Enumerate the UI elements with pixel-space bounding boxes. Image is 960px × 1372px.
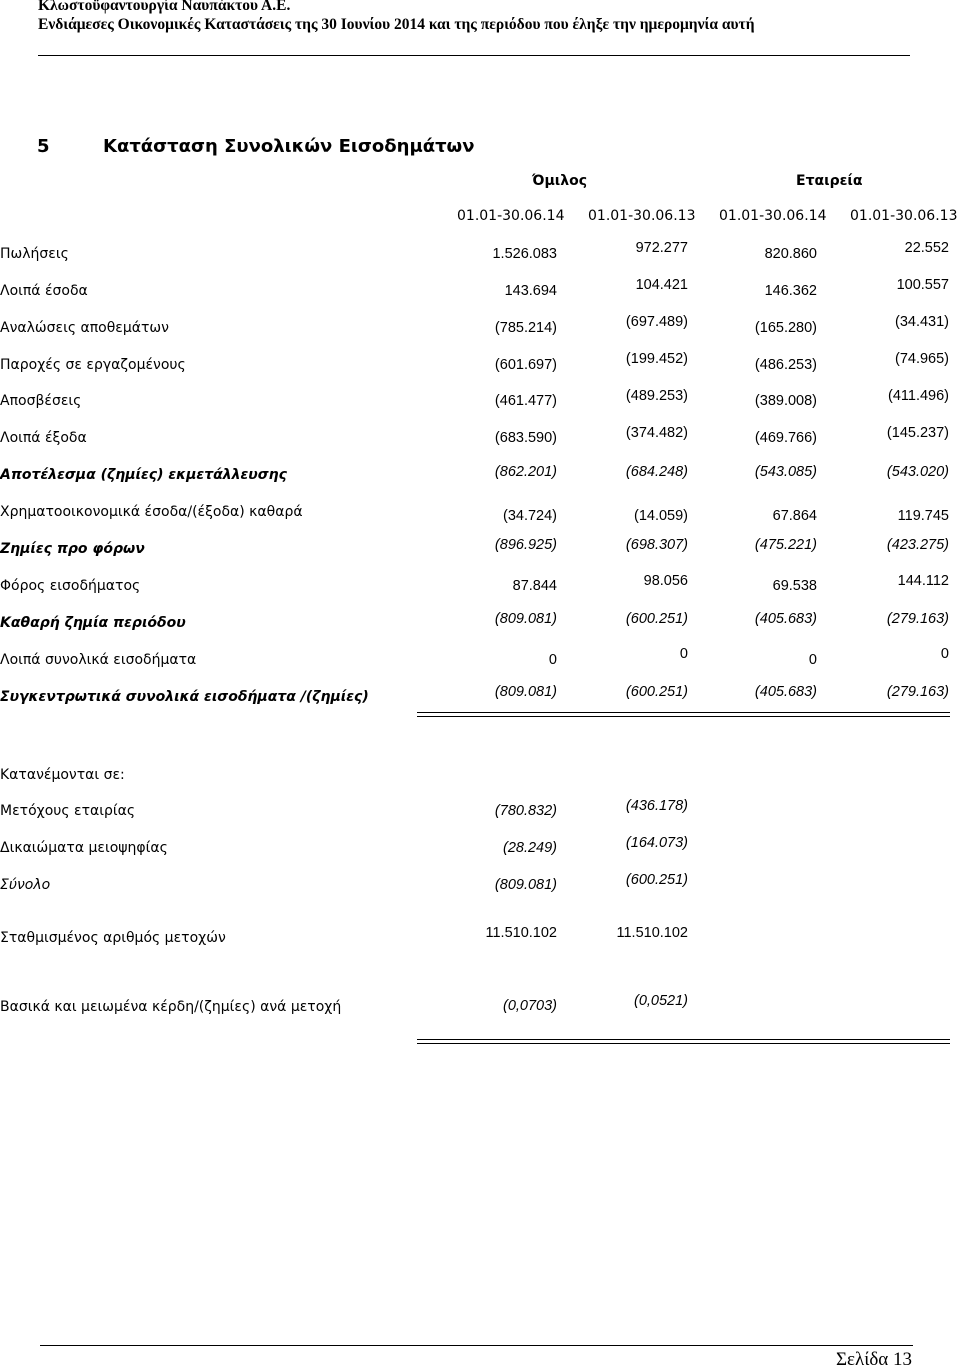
- allocation-value: (780.832): [494, 803, 557, 819]
- group-header: Όμιλος: [532, 173, 588, 189]
- cell-value: (389.008): [754, 393, 817, 409]
- cell-value: (199.452): [625, 351, 688, 367]
- allocation-value: (600.251): [625, 872, 688, 888]
- cell-value: (461.477): [494, 393, 557, 409]
- row-label: Πωλήσεις: [0, 246, 69, 262]
- row-label: Αποσβέσεις: [0, 393, 82, 409]
- row-label: Αποτέλεσμα (ζημίες) εκμετάλλευσης: [0, 467, 287, 483]
- page-number: Σελίδα 13: [835, 1349, 912, 1370]
- company-name: Κλωστοϋφαντουργία Ναυπάκτου Α.Ε.: [38, 0, 291, 14]
- cell-value: 1.526.083: [492, 246, 557, 262]
- cell-value: 69.538: [772, 578, 817, 594]
- cell-value: 0: [679, 646, 688, 662]
- cell-value: 820.860: [764, 246, 817, 262]
- cell-value: (543.085): [754, 464, 817, 480]
- cell-value: (489.253): [625, 388, 688, 404]
- cell-value: 0: [548, 652, 557, 668]
- report-subtitle: Ενδιάμεσες Οικονομικές Καταστάσεις της 30 Ιουνίου 2014 και της περιόδου που έληξε την ημερομηνία αυτή: [38, 16, 755, 33]
- cell-value: (374.482): [625, 425, 688, 441]
- cell-value: (34.724): [502, 508, 557, 524]
- cell-value: 67.864: [772, 508, 817, 524]
- company-header: Εταιρεία: [796, 173, 863, 189]
- period-header: 01.01-30.06.14: [457, 208, 565, 224]
- period-header: 01.01-30.06.13: [588, 208, 696, 224]
- shares-value: 11.510.102: [616, 925, 688, 941]
- cell-value: (601.697): [494, 357, 557, 373]
- cell-value: (165.280): [754, 320, 817, 336]
- cell-value: (543.020): [886, 464, 949, 480]
- cell-value: 143.694: [504, 283, 557, 299]
- cell-value: (34.431): [894, 314, 949, 330]
- cell-value: (279.163): [886, 611, 949, 627]
- cell-value: (74.965): [894, 351, 949, 367]
- period-header: 01.01-30.06.14: [719, 208, 827, 224]
- shares-value: 11.510.102: [485, 925, 557, 941]
- cell-value: 144.112: [897, 573, 949, 589]
- cell-value: 87.844: [512, 578, 557, 594]
- row-label: Ζημίες προ φόρων: [0, 541, 145, 557]
- section-number: 5: [37, 136, 50, 157]
- eps-label: Βασικά και μειωμένα κέρδη/(ζημίες) ανά μετοχή: [0, 999, 342, 1015]
- cell-value: (411.496): [888, 388, 949, 404]
- cell-value: 104.421: [635, 277, 688, 293]
- cell-value: (469.766): [754, 430, 817, 446]
- cell-value: (405.683): [754, 684, 817, 700]
- allocation-value: (164.073): [625, 835, 688, 851]
- row-label: Λοιπά έξοδα: [0, 430, 87, 446]
- cell-value: (785.214): [494, 320, 557, 336]
- row-label: Λοιπά συνολικά εισοδήματα: [0, 652, 197, 668]
- cell-value: 146.362: [764, 283, 817, 299]
- footer-rule: [40, 1345, 913, 1346]
- cell-value: (405.683): [754, 611, 817, 627]
- cell-value: (809.081): [494, 684, 557, 700]
- cell-value: 119.745: [897, 508, 949, 524]
- allocation-value: (809.081): [494, 877, 557, 893]
- eps-underline: [417, 1043, 950, 1044]
- cell-value: (683.590): [494, 430, 557, 446]
- allocation-label: Δικαιώματα μειοψηφίας: [0, 840, 168, 856]
- cell-value: (697.489): [625, 314, 688, 330]
- cell-value: (809.081): [494, 611, 557, 627]
- eps-value: (0,0703): [502, 998, 557, 1014]
- allocation-label: Σύνολο: [0, 877, 51, 893]
- allocation-label: Μετόχους εταιρίας: [0, 803, 136, 819]
- row-label: Αναλώσεις αποθεμάτων: [0, 320, 169, 336]
- allocation-value: (28.249): [502, 840, 557, 856]
- cell-value: (600.251): [625, 684, 688, 700]
- cell-value: (486.253): [754, 357, 817, 373]
- cell-value: (684.248): [625, 464, 688, 480]
- cell-value: 972.277: [635, 240, 688, 256]
- shares-label: Σταθμισμένος αριθμός μετοχών: [0, 930, 226, 946]
- cell-value: (423.275): [886, 537, 949, 553]
- eps-value: (0,0521): [633, 993, 688, 1009]
- row-label: Συγκεντρωτικά συνολικά εισοδήματα /(ζημίες): [0, 689, 369, 705]
- cell-value: 98.056: [643, 573, 688, 589]
- row-label: Φόρος εισοδήματος: [0, 578, 141, 594]
- cell-value: (145.237): [886, 425, 949, 441]
- period-header: 01.01-30.06.13: [850, 208, 958, 224]
- cell-value: (14.059): [633, 508, 688, 524]
- allocation-value: (436.178): [625, 798, 688, 814]
- section-title: Κατάσταση Συνολικών Εισοδημάτων: [103, 136, 475, 157]
- header-rule: [38, 55, 910, 56]
- total-underline: [417, 712, 950, 713]
- eps-underline: [417, 1039, 950, 1040]
- cell-value: (475.221): [754, 537, 817, 553]
- row-label: Καθαρή ζημία περιόδου: [0, 615, 186, 631]
- row-label: Λοιπά έσοδα: [0, 283, 88, 299]
- cell-value: (862.201): [494, 464, 557, 480]
- allocation-heading: Κατανέμονται σε:: [0, 767, 125, 783]
- cell-value: (698.307): [625, 537, 688, 553]
- cell-value: (896.925): [494, 537, 557, 553]
- cell-value: 100.557: [896, 277, 949, 293]
- row-label: Παροχές σε εργαζομένους: [0, 357, 186, 373]
- total-underline: [417, 716, 950, 717]
- row-label: Χρηματοοικονομικά έσοδα/(έξοδα) καθαρά: [0, 504, 303, 520]
- cell-value: 22.552: [904, 240, 949, 256]
- cell-value: 0: [940, 646, 949, 662]
- cell-value: (600.251): [625, 611, 688, 627]
- cell-value: 0: [808, 652, 817, 668]
- cell-value: (279.163): [886, 684, 949, 700]
